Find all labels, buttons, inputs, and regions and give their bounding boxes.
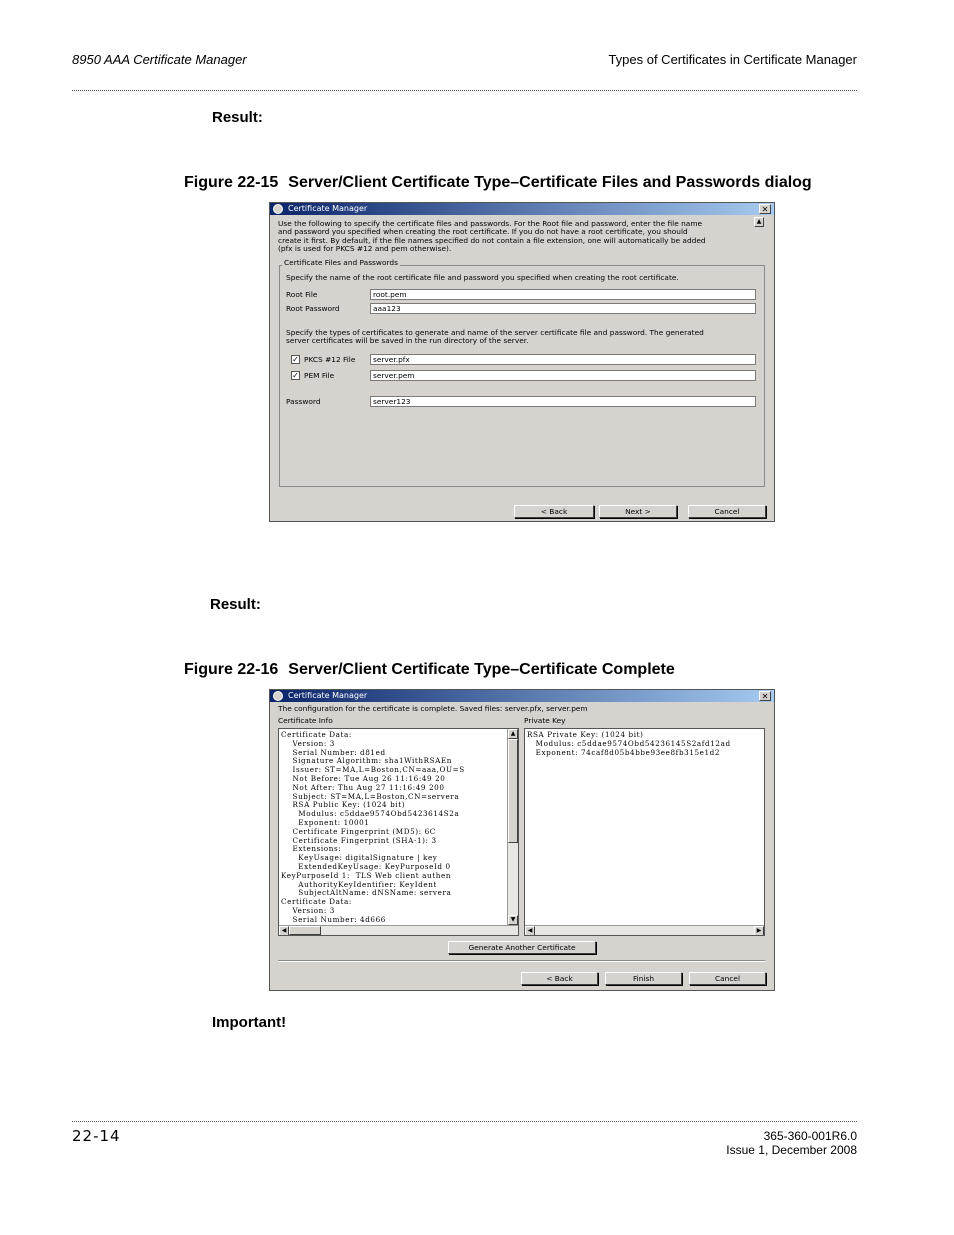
dialog-titlebar [270,690,774,702]
doc-number: 365-360-001R6.0 [763,1129,857,1143]
intro-line: Use the following to specify the certificate files and passwords. For the Root file and password, enter the file name [278,219,703,228]
page-number: 22-14 [72,1127,121,1145]
important-label: Important! [212,1014,287,1031]
scroll-thumb[interactable] [508,739,518,843]
root-file-label: Root File [286,290,318,299]
private-key-horizontal-scrollbar[interactable] [525,925,764,935]
root-password-input[interactable]: aaa123 [370,303,756,314]
text-line: Modulus: c5ddae9574Obd54236145S2afd12ad [527,738,731,748]
intro-line: and password you specified when creating the root certificate. If you do not have a root certificate, you should [278,227,688,237]
text-line: Signature Algorithm: sha1WithRSAEn [281,756,453,766]
header-rule [72,90,857,91]
certificate-info-text [279,729,518,925]
text-line: Not After: Thu Aug 27 11:16:49 200 [281,782,445,792]
group-label: Certificate Files and Passwords [284,258,398,267]
text-line: KeyUsage: digitalSignature | key [281,853,438,863]
cert-info-vertical-scrollbar[interactable] [507,729,518,925]
text-line: ExtendedKeyUsage: KeyPurposeId 0 [281,861,451,871]
pem-checkbox[interactable]: ✓ [292,371,299,380]
certificate-files-dialog [269,202,775,522]
password-label: Password [286,397,321,406]
text-line: Exponent: 10001 [281,817,370,827]
cert-info-horizontal-scrollbar[interactable] [279,925,518,935]
figure-number-1: Figure 22-15 [184,174,279,191]
close-button[interactable]: ✕ [759,204,771,214]
result-label-2: Result: [210,596,261,613]
pkcs-label: PKCS #12 File [304,355,356,364]
text-line: Issuer: ST=MA,L=Boston,CN=aaa,OU=S [281,765,465,775]
scroll-left-icon[interactable]: ◀ [525,926,535,936]
text-line: Certificate Fingerprint (SHA-1): 3 [281,835,437,845]
footer-rule [72,1121,857,1122]
running-header-section: Types of Certificates in Certificate Manager [608,52,857,67]
pkcs-checkbox[interactable]: ✓ [292,355,299,364]
intro-line: (pfx is used for PKCS #12 and pem otherwise). [278,243,452,253]
pkcs-file-input[interactable]: server.pfx [370,354,756,365]
completion-status: The configuration for the certificate is complete. Saved files: server.pfx, server.pem [278,704,588,713]
password-input[interactable]: server123 [370,396,756,407]
root-instruction: Specify the name of the root certificate file and password you specified when creating the root certificate. [286,273,679,282]
text-line: Certificate Data: [281,730,352,739]
private-key-label: Private Key [524,716,566,725]
intro-text [278,220,748,253]
running-header-title: 8950 AAA Certificate Manager [72,52,247,67]
text-line: Subject: ST=MA,L=Boston,CN=servera [281,791,460,801]
text-line: KeyPurposeId 1: TLS Web client authen [281,870,452,880]
text-line: Certificate Data: [281,897,352,907]
text-line: Not Before: Tue Aug 26 11:16:49 20 [281,773,446,783]
generate-another-certificate-button[interactable]: Generate Another Certificate [448,941,596,954]
cancel-button[interactable]: Cancel [688,505,766,518]
certificate-complete-dialog [269,689,775,991]
close-button[interactable]: ✕ [759,691,771,701]
text-line: Exponent: 74caf8d05b4bbe93ee8fb315e1d2 [527,747,721,757]
finish-button[interactable]: Finish [605,972,682,985]
intro-scrollbar[interactable] [754,217,765,227]
pem-file-input[interactable]: server.pem [370,370,756,381]
root-file-input[interactable]: root.pem [370,289,756,300]
back-button[interactable]: < Back [514,505,594,518]
scroll-thumb[interactable] [289,926,321,935]
types-instruction-line: server certificates will be saved in the run directory of the server. [286,336,529,346]
dialog-title: Certificate Manager [288,204,368,213]
text-line: Version: 3 [281,738,335,748]
button-separator [278,960,765,962]
text-line: Serial Number: 4d666 [281,914,386,924]
scroll-up-icon[interactable]: ▲ [508,729,518,739]
cancel-button[interactable]: Cancel [689,972,766,985]
intro-line: create it first. By default, if the file names specified do not contain a file extension, one will automatically be added [278,235,706,245]
scroll-right-icon[interactable]: ▶ [754,926,764,936]
figure-caption-2 [184,661,675,679]
figure-title-2: Server/Client Certificate Type–Certificate Complete [288,661,675,678]
scroll-down-icon[interactable]: ▼ [508,915,518,925]
figure-number-2: Figure 22-16 [184,661,279,678]
certificate-info-label: Certificate Info [278,716,333,725]
figure-title-1: Server/Client Certificate Type–Certificate Files and Passwords dialog [288,174,812,191]
text-line: RSA Public Key: (1024 bit) [281,800,406,810]
pem-label: PEM File [304,371,335,380]
types-instruction [286,329,756,346]
app-icon [273,691,283,701]
back-button[interactable]: < Back [521,972,598,985]
dialog-title: Certificate Manager [288,691,368,700]
text-line: Certificate Fingerprint (MD5): 6C [281,826,436,836]
next-button[interactable]: Next > [599,505,677,518]
text-line: SubjectAltName: dNSName: servera [281,888,452,898]
document-id [726,1129,857,1157]
issue-date: Issue 1, December 2008 [726,1143,857,1157]
text-line: Modulus: c5ddae9574Obd5423614S2a [281,809,460,819]
root-password-label: Root Password [286,304,340,313]
result-label-1: Result: [212,109,263,126]
private-key-textarea[interactable] [524,728,765,936]
app-icon [273,204,283,214]
private-key-text [525,729,764,757]
text-line: Extensions: [281,844,342,854]
certificate-info-textarea[interactable] [278,728,519,936]
text-line: Version: 3 [281,905,335,915]
text-line: AuthorityKeyIdentifier: KeyIdent [281,879,437,889]
scroll-up-icon[interactable]: ▲ [754,217,764,227]
types-instruction-line: Specify the types of certificates to generate and name of the server certificate file and password. The generated [286,328,704,337]
scroll-left-icon[interactable]: ◀ [279,926,289,936]
text-line: Serial Number: d81ed [281,747,386,757]
figure-caption-1 [184,174,812,192]
dialog-titlebar [270,203,774,215]
text-line: RSA Private Key: (1024 bit) [527,730,644,739]
